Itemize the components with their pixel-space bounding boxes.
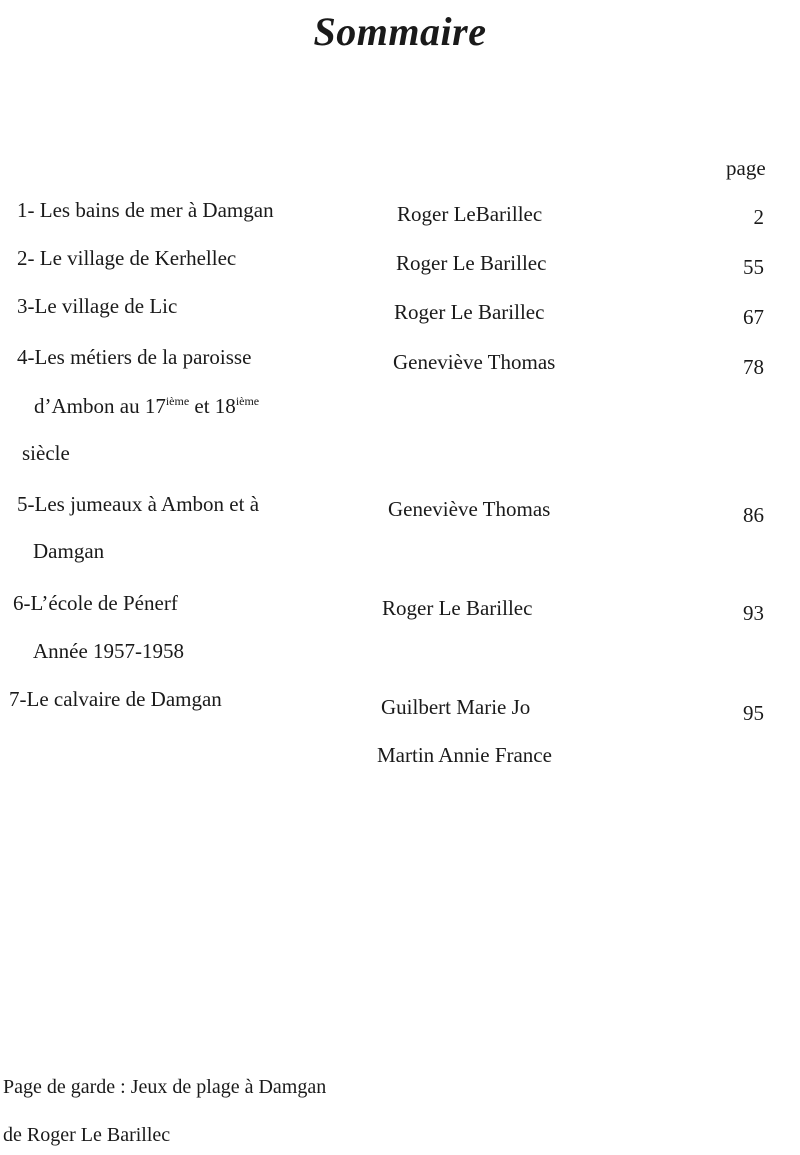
entry-author: Martin Annie France	[377, 743, 552, 767]
page-column-header: page	[726, 156, 766, 180]
entry-page-number: 93	[743, 601, 764, 625]
cover-note-line: de Roger Le Barillec	[3, 1124, 171, 1146]
entry-title-continued: Année 1957-1958	[33, 639, 185, 663]
entry-page-number: 86	[743, 503, 764, 527]
entry-title: 6-L’école de Pénerf	[13, 591, 178, 615]
entry-title: 5-Les jumeaux à Ambon et à	[17, 492, 260, 516]
entry-page-number: 95	[743, 701, 764, 725]
entry-page-number: 67	[743, 305, 764, 329]
entry-title-continued: Damgan	[33, 539, 105, 563]
entry-author: Geneviève Thomas	[393, 350, 556, 374]
cover-note-line: Page de garde : Jeux de plage à Damgan	[3, 1076, 327, 1098]
entry-author: Roger Le Barillec	[396, 251, 547, 275]
entry-title-continued: d’Ambon au 17ième et 18ième	[34, 394, 260, 418]
entry-author: Roger LeBarillec	[397, 202, 543, 226]
entry-author: Roger Le Barillec	[382, 596, 533, 620]
entry-title-continued: siècle	[22, 441, 70, 465]
entry-author: Geneviève Thomas	[388, 497, 551, 521]
entry-title: 7-Le calvaire de Damgan	[9, 687, 222, 711]
entry-page-number: 2	[753, 205, 764, 229]
entry-author: Guilbert Marie Jo	[381, 695, 531, 719]
entry-title: 2- Le village de Kerhellec	[17, 246, 237, 270]
entry-title: 3-Le village de Lic	[17, 294, 178, 318]
entry-title: 4-Les métiers de la paroisse	[17, 345, 252, 369]
entry-title: 1- Les bains de mer à Damgan	[17, 198, 274, 222]
entry-page-number: 55	[743, 255, 764, 279]
entry-author: Roger Le Barillec	[394, 300, 545, 324]
page-title: Sommaire	[313, 9, 487, 54]
entry-page-number: 78	[743, 355, 764, 379]
